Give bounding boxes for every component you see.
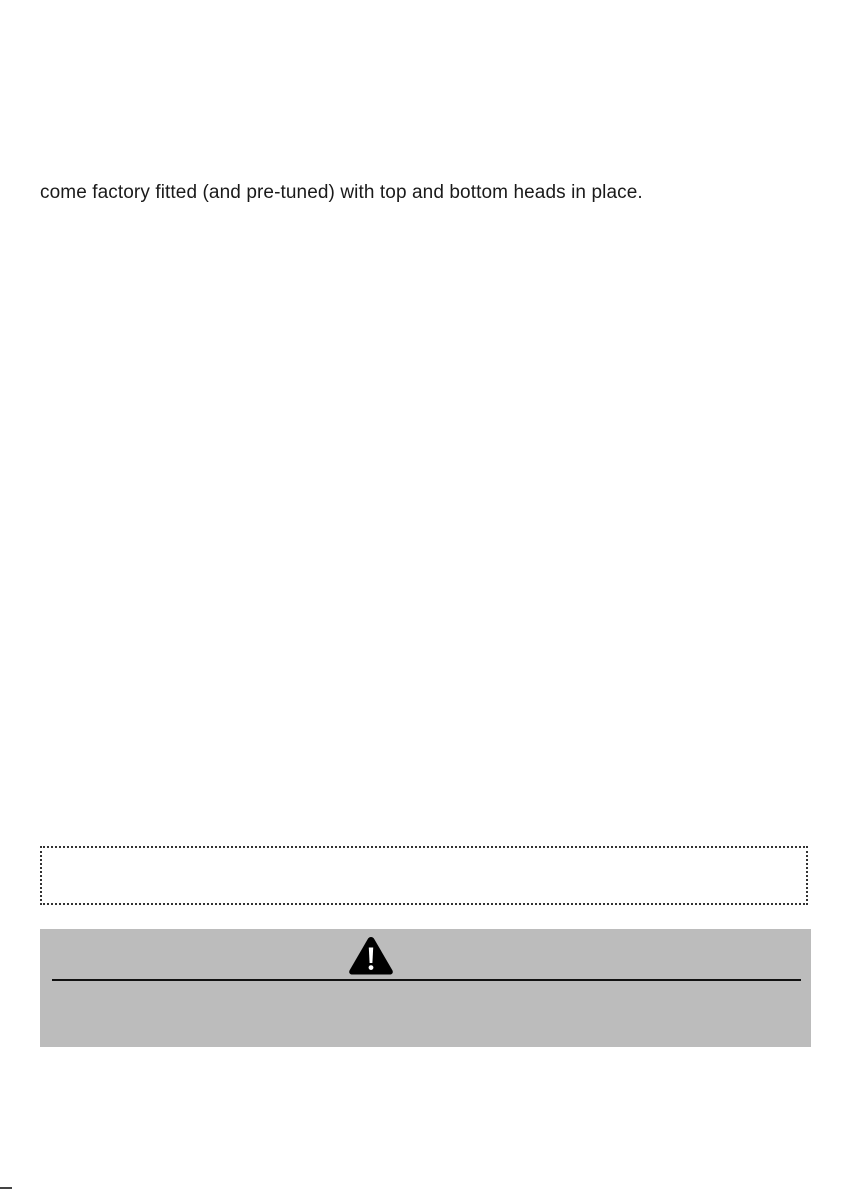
warning-triangle-icon — [348, 935, 394, 976]
body-text-line: come factory fitted (and pre-tuned) with top and bottom heads in place. — [40, 182, 643, 203]
warning-divider — [52, 979, 801, 981]
warning-panel — [40, 929, 811, 1047]
page-edge-mark — [0, 1187, 12, 1189]
note-box — [40, 846, 808, 905]
